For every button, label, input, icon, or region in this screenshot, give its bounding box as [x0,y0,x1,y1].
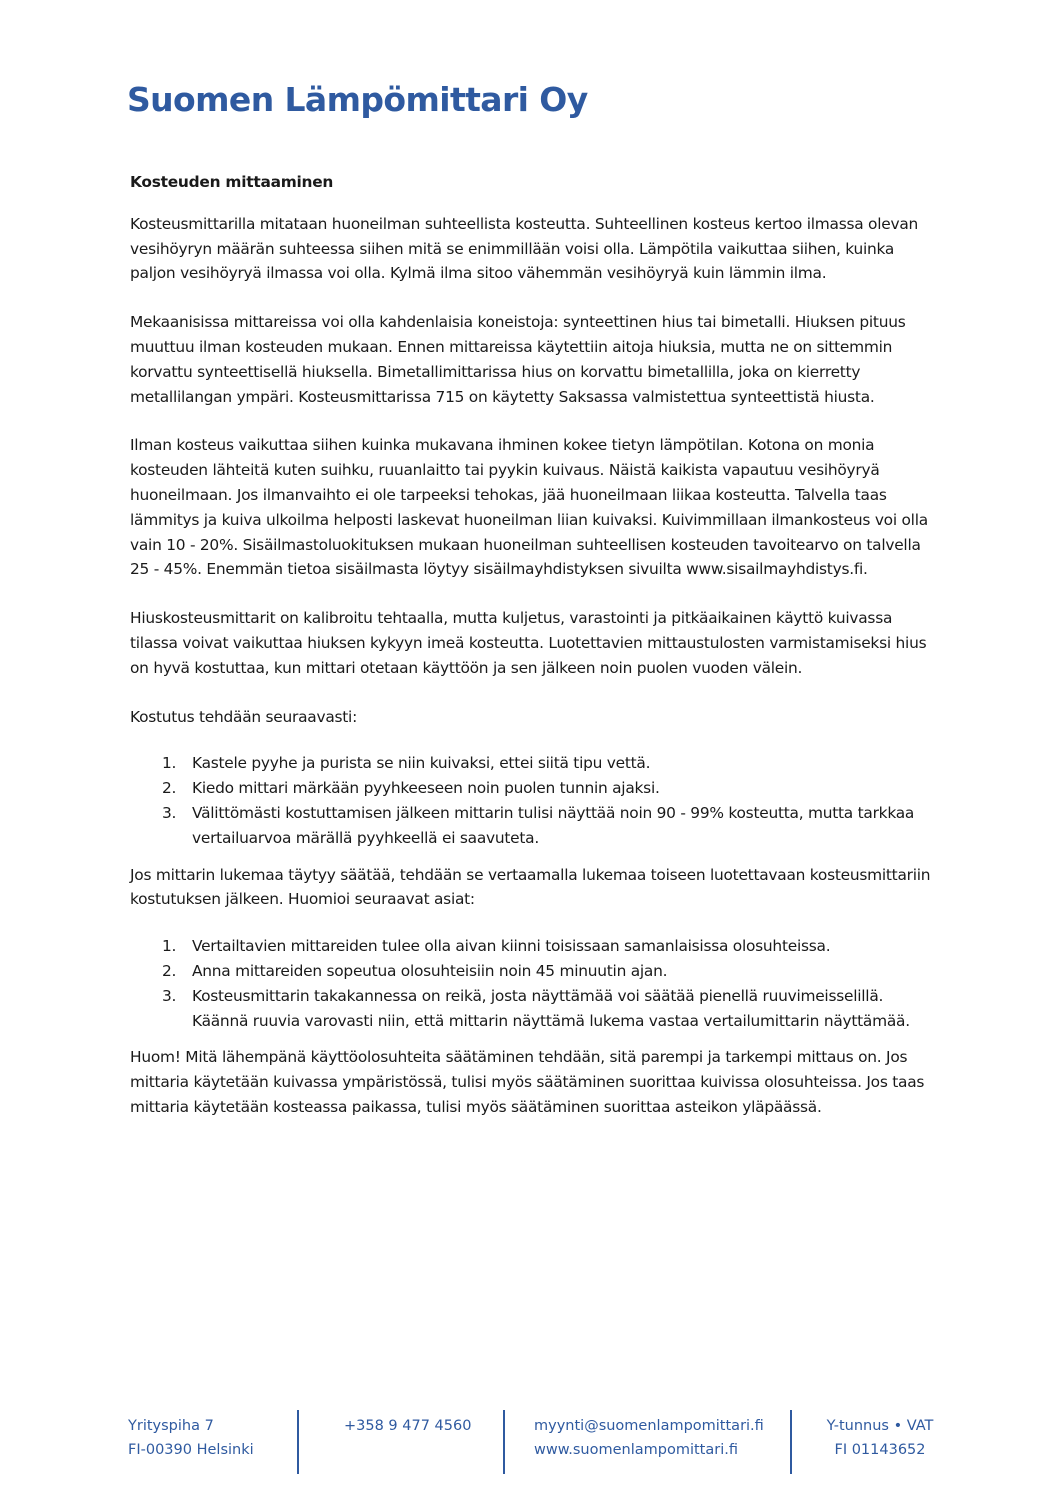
list-item [130,776,940,801]
paragraph: Jos mittarin lukemaa täytyy säätää, tehdään se vertaamalla lukemaa toiseen luotettavaan kosteusmittariin kostutuksen jälkeen. Huomioi seuraavat asiat: [130,865,931,909]
footer-divider [297,1410,299,1474]
list-number: 2. [162,779,177,798]
email-link[interactable]: myynti@suomenlampomittari.fi [534,1418,764,1434]
list-text: Kiedo mittari märkään pyyhkeeseen noin puolen tunnin ajaksi. [192,779,660,798]
address-postal: FI-00390 Helsinki [128,1442,254,1458]
list-item [130,984,940,1034]
address-street: Yrityspiha 7 [128,1418,214,1434]
numbered-list-moistening [130,751,940,850]
phone-number: +358 9 477 4560 [344,1418,472,1434]
footer-contact [534,1414,764,1462]
company-logo: Suomen Lämpömittari Oy [127,80,588,119]
list-text: Anna mittareiden sopeutua olosuhteisiin noin 45 minuutin ajan. [192,961,668,980]
list-number: 1. [162,937,177,956]
list-number: 3. [162,986,177,1005]
paragraph: Mekaanisissa mittareissa voi olla kahdenlaisia koneistoja: synteettinen hius tai bimetalli. Hiuksen pituus muuttuu ilman kosteuden mukaan. Ennen mittareissa käytettiin aitoja hiuksia, mutta ne on sittemmin korvattu synteettisellä hiuksella. Bimetallimittarissa hius on korvattu bimetallilla, joka on kierretty metallilangan ympäri. Kosteusmittarissa 715 on käytetty Saksassa valmistettua synteettistä hiusta. [130,313,906,406]
ytunnus-value: FI 01143652 [834,1442,926,1458]
list-text: Välittömästi kostuttamisen jälkeen mittarin tulisi näyttää noin 90 - 99% kosteutta, mutta tarkkaa vertailuarvoa märällä pyyhkeellä ei saavuteta. [192,803,915,847]
paragraph: Kosteusmittarilla mitataan huoneilman suhteellista kosteutta. Suhteellinen kosteus kertoo ilmassa olevan vesihöyryn määrän suhteessa siihen mitä se enimmillään voisi olla. Lämpötila vaikuttaa siihen, kuinka paljon vesihöyryä ilmassa voi olla. Kylmä ilma sitoo vähemmän vesihöyryä kuin lämmin ilma. [130,214,919,283]
footer-business-id [818,1414,942,1462]
list-text: Vertailtavien mittareiden tulee olla aivan kiinni toisissaan samanlaisissa olosuhteissa. [192,937,831,956]
paragraph: Huom! Mitä lähempänä käyttöolosuhteita säätäminen tehdään, sitä parempi ja tarkempi mittaus on. Jos mittaria käytetään kuivassa ympäristössä, tulisi myös säätäminen suorittaa kuivissa olosuhteissa. Jos taas mittaria käytetään kosteassa paikassa, tulisi myös säätäminen suorittaa asteikon yläpäässä. [130,1048,925,1116]
document-heading: Kosteuden mittaaminen [130,173,334,191]
page-footer [0,1410,1058,1482]
footer-divider [790,1410,792,1474]
numbered-list-adjustment [130,934,940,1033]
paragraph: Hiuskosteusmittarit on kalibroitu tehtaalla, mutta kuljetus, varastointi ja pitkäaikainen käyttö kuivassa tilassa voivat vaikuttaa hiuksen kykyyn imeä kosteutta. Luotettavien mittaustulosten varmistamiseksi hius on hyvä kostuttaa, kun mittari otetaan käyttöön ja sen jälkeen noin puolen vuoden välein. [130,609,927,677]
ytunnus-label: Y-tunnus • VAT [826,1418,934,1434]
list-item [130,934,940,959]
list-number: 2. [162,961,177,980]
footer-address [128,1414,254,1462]
paragraph: Ilman kosteus vaikuttaa siihen kuinka mukavana ihminen kokee tietyn lämpötilan. Kotona on monia kosteuden lähteitä kuten suihku, ruuanlaitto tai pyykin kuivaus. Näistä kaikista vapautuu vesihöyryä huoneilmaan. Jos ilmanvaihto ei ole tarpeeksi tehokas, jää huoneilmaan liikaa kosteutta. Talvella taas lämmitys ja kuiva ulkoilma helposti laskevat huoneilman liian kuivaksi. Kuivimmillaan ilmankosteus voi olla vain 10 - 20%. Sisäilmastoluokituksen mukaan huoneilman suhteellisen kosteuden tavoitearvo on talvella 25 - 45%. Enemmän tietoa sisäilmasta löytyy sisäilmayhdistyksen sivuilta www.sisailmayhdistys.fi. [130,436,928,579]
paragraph: Kostutus tehdään seuraavasti: [130,707,358,726]
list-item [130,801,940,851]
document-body [130,170,940,1144]
list-item [130,959,940,984]
list-number: 3. [162,803,177,822]
list-number: 1. [162,754,177,773]
footer-divider [503,1410,505,1474]
website-link[interactable]: www.suomenlampomittari.fi [534,1442,738,1458]
list-text: Kosteusmittarin takakannessa on reikä, josta näyttämää voi säätää pienellä ruuvimeisselillä. Käännä ruuvia varovasti niin, että mittarin näyttämä lukema vastaa vertailumittarin näyttämää. [192,986,910,1030]
footer-phone [344,1414,471,1438]
list-text: Kastele pyyhe ja purista se niin kuivaksi, ettei siitä tipu vettä. [192,754,651,773]
list-item [130,751,940,776]
